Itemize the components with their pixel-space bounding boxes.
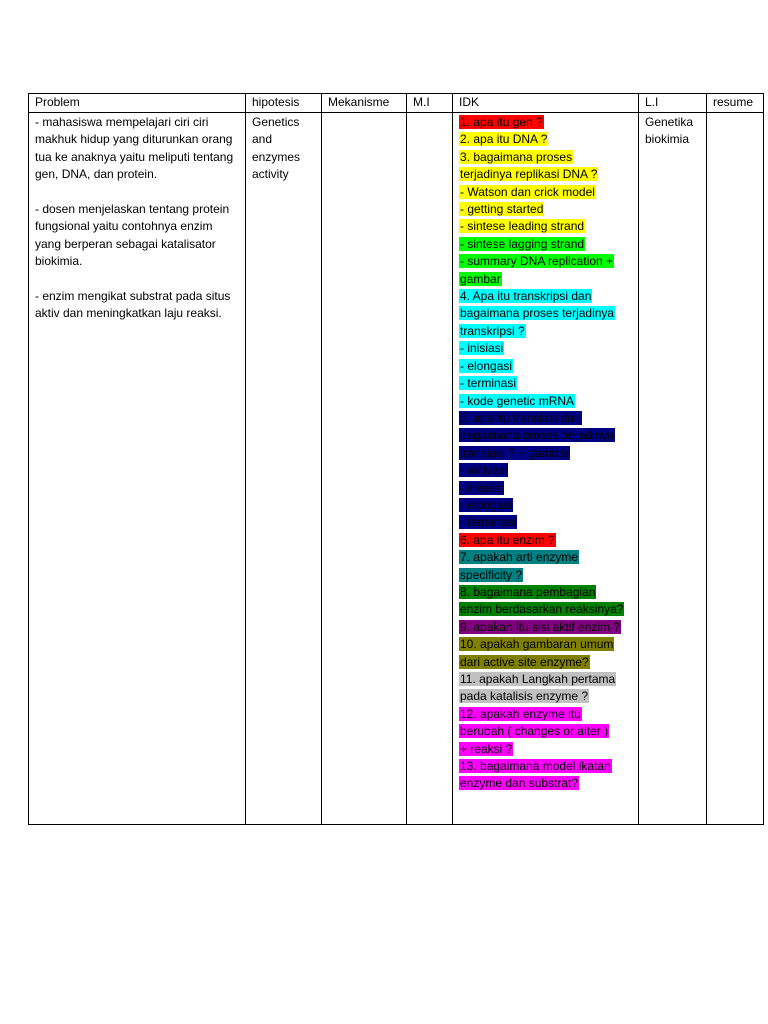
idk-highlight: - terminasi xyxy=(460,376,517,391)
idk-question-line xyxy=(459,462,632,479)
idk-highlight: 12. apakah enzyme itu xyxy=(460,706,581,721)
idk-question-line xyxy=(459,601,632,618)
idk-question-line xyxy=(459,271,632,288)
idk-question-line xyxy=(459,445,632,462)
idk-question-line xyxy=(459,671,632,688)
mi-cell xyxy=(407,113,453,825)
idk-highlight: 9. apakah itu sisi aktif enzim ? xyxy=(460,619,621,634)
idk-question-line xyxy=(459,131,632,148)
idk-question-line xyxy=(459,305,632,322)
idk-highlight: 7. apakah arti enzyme xyxy=(460,550,579,565)
idk-highlight: - summary DNA replication + xyxy=(460,254,614,269)
idk-highlight: 4. Apa itu transkripsi dan xyxy=(460,289,592,304)
header-li: L.I xyxy=(639,94,707,113)
idk-question-line xyxy=(459,218,632,235)
header-row xyxy=(29,94,764,113)
idk-highlight: - sintese lagging strand xyxy=(460,236,585,251)
hipotesis-line: enzymes xyxy=(252,149,301,164)
idk-question-line xyxy=(459,775,632,792)
idk-highlight: 10. apakah gambaran umum xyxy=(460,637,614,652)
pbl-table xyxy=(28,93,764,825)
idk-highlight: 1. apa itu gen ? xyxy=(460,115,543,129)
header-problem: Problem xyxy=(29,94,246,113)
header-mi: M.I xyxy=(407,94,453,113)
idk-question-line xyxy=(459,514,632,531)
idk-question-line xyxy=(459,584,632,601)
idk-highlight: gambar xyxy=(460,271,501,286)
idk-question-line xyxy=(459,410,632,427)
idk-question-line xyxy=(459,393,632,410)
idk-highlight: - kode genetic mRNA xyxy=(460,393,575,408)
idk-highlight: - inisiasi xyxy=(460,480,504,495)
idk-question-line xyxy=(459,236,632,253)
idk-cell xyxy=(453,113,639,825)
idk-question-line xyxy=(459,654,632,671)
header-resume: resume xyxy=(707,94,764,113)
problem-cell xyxy=(29,113,246,825)
idk-highlight: - elongasi xyxy=(460,358,513,373)
idk-question-line xyxy=(459,358,632,375)
idk-highlight: bagaimana proses terjadinya xyxy=(460,428,615,443)
idk-highlight: - getting started xyxy=(460,202,544,217)
idk-question-line xyxy=(459,532,632,549)
idk-highlight: - sintese leading strand xyxy=(460,219,585,234)
idk-question-line xyxy=(459,149,632,166)
idk-question-line xyxy=(459,340,632,357)
idk-question-line xyxy=(459,741,632,758)
idk-question-line xyxy=(459,567,632,584)
idk-highlight: enzyme dan substrat? xyxy=(460,776,579,791)
idk-question-line xyxy=(459,427,632,444)
idk-highlight: berubah ( changes or alter ) xyxy=(460,724,609,739)
idk-question-line xyxy=(459,497,632,514)
hipotesis-line: Genetics xyxy=(252,115,300,129)
idk-question-line xyxy=(459,114,632,131)
idk-highlight: - aktivasi xyxy=(460,463,508,478)
idk-question-line xyxy=(459,184,632,201)
idk-question-line xyxy=(459,166,632,183)
idk-question-line xyxy=(459,549,632,566)
hipotesis-line: activity xyxy=(252,167,289,182)
problem-paragraph: - mahasiswa mempelajari ciri ciri makhuk hidup yang diturunkan orang tua ke anaknya yaitu meliputi tentang gen, DNA, dan protein. xyxy=(35,115,234,182)
idk-question-line xyxy=(459,723,632,740)
header-mekanisme: Mekanisme xyxy=(322,94,407,113)
content-row xyxy=(29,113,764,825)
idk-question-line xyxy=(459,706,632,723)
mekanisme-cell xyxy=(322,113,407,825)
idk-highlight: bagaimana proses terjadinya xyxy=(460,306,615,321)
idk-question-line xyxy=(459,288,632,305)
idk-highlight: 11. apakah Langkah pertama xyxy=(460,672,616,686)
idk-highlight: dari active site enzyme? xyxy=(460,654,589,669)
header-hipotesis: hipotesis xyxy=(246,94,322,113)
idk-question-line xyxy=(459,619,632,636)
idk-highlight: + reaksi ? xyxy=(460,741,513,756)
problem-paragraph: - dosen menjelaskan tentang protein fungsional yaitu contohnya enzim yang berperan sebagai katalisator biokimia. xyxy=(35,202,230,269)
idk-highlight: pada katalisis enzyme ? xyxy=(460,689,589,704)
li-cell xyxy=(639,113,707,825)
idk-question-line xyxy=(459,201,632,218)
idk-highlight: 13. bagaimana model ikatan xyxy=(460,759,611,774)
idk-question-line xyxy=(459,688,632,705)
idk-question-line xyxy=(459,636,632,653)
idk-highlight: 8. bagaimana pembagian xyxy=(460,584,596,599)
problem-paragraph: - enzim mengikat substrat pada situs aktiv dan meningkatkan laju reaksi. xyxy=(35,289,231,321)
idk-question-line xyxy=(459,253,632,270)
idk-question-line xyxy=(459,375,632,392)
resume-cell xyxy=(707,113,764,825)
header-idk: IDK xyxy=(453,94,639,113)
hipotesis-cell xyxy=(246,113,322,825)
idk-highlight: transkripsi ? xyxy=(460,323,525,338)
li-line: Genetika xyxy=(645,115,694,129)
idk-highlight: enzim berdasarkan reaksinya? xyxy=(460,602,624,617)
idk-highlight: - inisiasi xyxy=(460,341,504,356)
idk-highlight: terjadinya replikasi DNA ? xyxy=(460,167,598,182)
idk-highlight: 5. apa itu translasi dan xyxy=(460,410,581,425)
idk-highlight: - Watson dan crick model xyxy=(460,184,595,199)
idk-highlight: specificity ? xyxy=(460,567,523,582)
li-line: biokimia xyxy=(645,132,690,147)
idk-highlight: 6. apa itu enzim ? xyxy=(460,532,555,547)
idk-highlight: 3. bagaimana proses xyxy=(460,149,573,164)
idk-question-line xyxy=(459,758,632,775)
idk-question-line xyxy=(459,323,632,340)
idk-highlight: translasi ? + gambar xyxy=(460,445,570,460)
idk-question-line xyxy=(459,480,632,497)
idk-highlight: 2. apa itu DNA ? xyxy=(460,132,548,147)
idk-highlight: - terminasi xyxy=(460,515,517,530)
idk-highlight: - elongasi xyxy=(460,497,513,512)
hipotesis-line: and xyxy=(252,132,273,147)
